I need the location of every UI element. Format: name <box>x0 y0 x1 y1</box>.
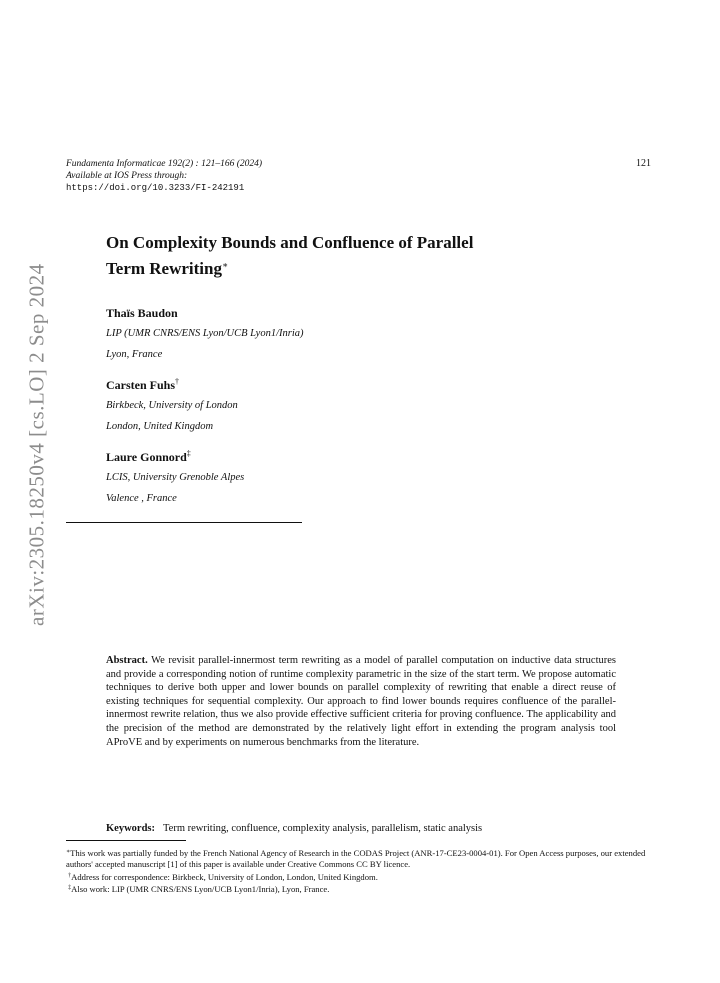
author-block-1 <box>106 300 506 365</box>
author-name: Laure Gonnord‡ <box>106 449 191 464</box>
page-number: 121 <box>636 158 651 169</box>
author-affiliation: LIP (UMR CNRS/ENS Lyon/UCB Lyon1/Inria) <box>106 328 304 339</box>
abstract-label: Abstract. <box>106 655 148 666</box>
journal-header <box>66 158 262 194</box>
author-footnote-mark[interactable]: † <box>175 377 180 386</box>
keywords <box>106 823 626 834</box>
author-location: London, United Kingdom <box>106 421 214 432</box>
footnote-divider <box>66 840 186 841</box>
paper-title <box>106 232 586 280</box>
availability-note: Available at IOS Press through: <box>66 171 188 181</box>
title-line-1: On Complexity Bounds and Confluence of Parallel <box>106 233 474 252</box>
author-affiliation: Birkbeck, University of London <box>106 400 238 411</box>
footnote-also-work: ‡Also work: LIP (UMR CNRS/ENS Lyon/UCB Lyon1/Inria), Lyon, France. <box>68 884 330 895</box>
author-name: Carsten Fuhs† <box>106 377 180 392</box>
author-block-3 <box>106 444 506 509</box>
author-location: Lyon, France <box>106 349 163 360</box>
author-location: Valence , France <box>106 493 177 504</box>
keywords-label: Keywords: <box>106 823 155 834</box>
keywords-text: Term rewriting, confluence, complexity analysis, parallelism, static analysis <box>163 823 483 834</box>
arxiv-sidebar-stamp: arXiv:2305.18250v4 [cs.LO] 2 Sep 2024 <box>24 263 49 627</box>
author-block-2 <box>106 372 506 437</box>
doi-link[interactable]: https://doi.org/10.3233/FI-242191 <box>66 183 245 193</box>
author-affiliation: LCIS, University Grenoble Alpes <box>106 472 245 483</box>
footnote-funding: ∗This work was partially funded by the French National Agency of Research in the CODAS Project (ANR-17-CE23-0004-01). For Open Access purposes, our extended authors' accepted manuscript [1] of this paper is available under Creative Commons CC BY licence. <box>66 848 646 870</box>
title-line-2: Term Rewriting∗ <box>106 259 229 278</box>
journal-citation: Fundamenta Informaticae 192(2) : 121–166 (2024) <box>66 159 263 169</box>
header-divider <box>66 522 302 523</box>
title-footnote-mark[interactable]: ∗ <box>222 260 229 270</box>
author-name: Thaïs Baudon <box>106 306 178 320</box>
abstract <box>106 654 616 749</box>
author-footnote-mark[interactable]: ‡ <box>186 449 191 458</box>
footnotes <box>66 847 656 896</box>
footnote-correspondence: †Address for correspondence: Birkbeck, University of London, London, United Kingdom. <box>68 871 378 882</box>
abstract-text: We revisit parallel-innermost term rewriting as a model of parallel computation on inductive data structures and provide a corresponding notion of runtime complexity parametric in the size of the start term. We propose automatic techniques to derive both upper and lower bounds on parallel complexity of rewriting that enable a direct reuse of existing techniques for sequential complexity. Our approach to find lower bounds requires confluence of the parallel-innermost rewrite relation, thus we also provide effective sufficient criteria for proving confluence. The applicability and the precision of the method are demonstrated by the relatively light effort in extending the program analysis tool AProVE and by experiments on numerous benchmarks from the literature. <box>106 655 616 748</box>
